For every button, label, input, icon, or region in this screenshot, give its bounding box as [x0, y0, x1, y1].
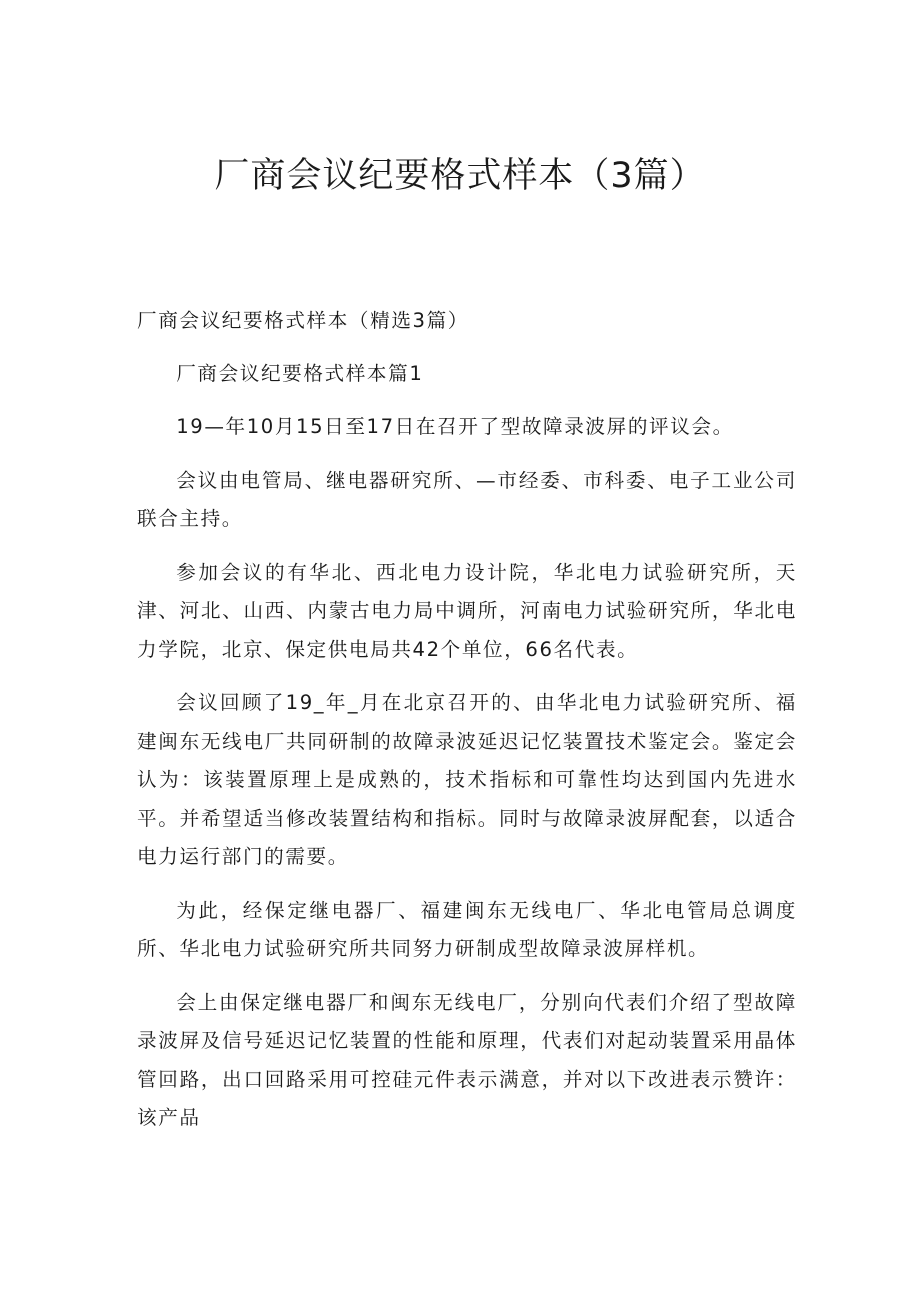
paragraph: 会上由保定继电器厂和闽东无线电厂，分别向代表们介绍了型故障录波屏及信号延迟记忆装置的性能和原理，代表们对起动装置采用晶体管回路，出口回路采用可控硅元件表示满意，并对以下改进表示赞许：该产品 — [137, 990, 797, 1129]
paragraph: 为此，经保定继电器厂、福建闽东无线电厂、华北电管局总调度所、华北电力试验研究所共同努力研制成型故障录波屏样机。 — [137, 898, 797, 960]
paragraph: 会议回顾了19_年_月在北京召开的、由华北电力试验研究所、福建闽东无线电厂共同研制的故障录波延迟记忆装置技术鉴定会。鉴定会认为：该装置原理上是成熟的，技术指标和可靠性均达到国内先进水平。并希望适当修改装置结构和指标。同时与故障录波屏配套，以适合电力运行部门的需要。 — [137, 691, 797, 868]
paragraph: 19—年10月15日至17日在召开了型故障录波屏的评议会。 — [176, 415, 734, 438]
document-subtitle: 厂商会议纪要格式样本（精选3篇） — [137, 309, 469, 332]
paragraph: 会议由电管局、继电器研究所、—市经委、市科委、电子工业公司联合主持。 — [137, 468, 797, 530]
paragraph: 参加会议的有华北、西北电力设计院，华北电力试验研究所，天津、河北、山西、内蒙古电力局中调所，河南电力试验研究所，华北电力学院，北京、保定供电局共42个单位，66名代表。 — [137, 560, 797, 661]
document-body — [137, 302, 797, 1153]
section-heading: 厂商会议纪要格式样本篇1 — [176, 361, 424, 385]
document-title: 厂商会议纪要格式样本（3篇） — [214, 156, 706, 196]
